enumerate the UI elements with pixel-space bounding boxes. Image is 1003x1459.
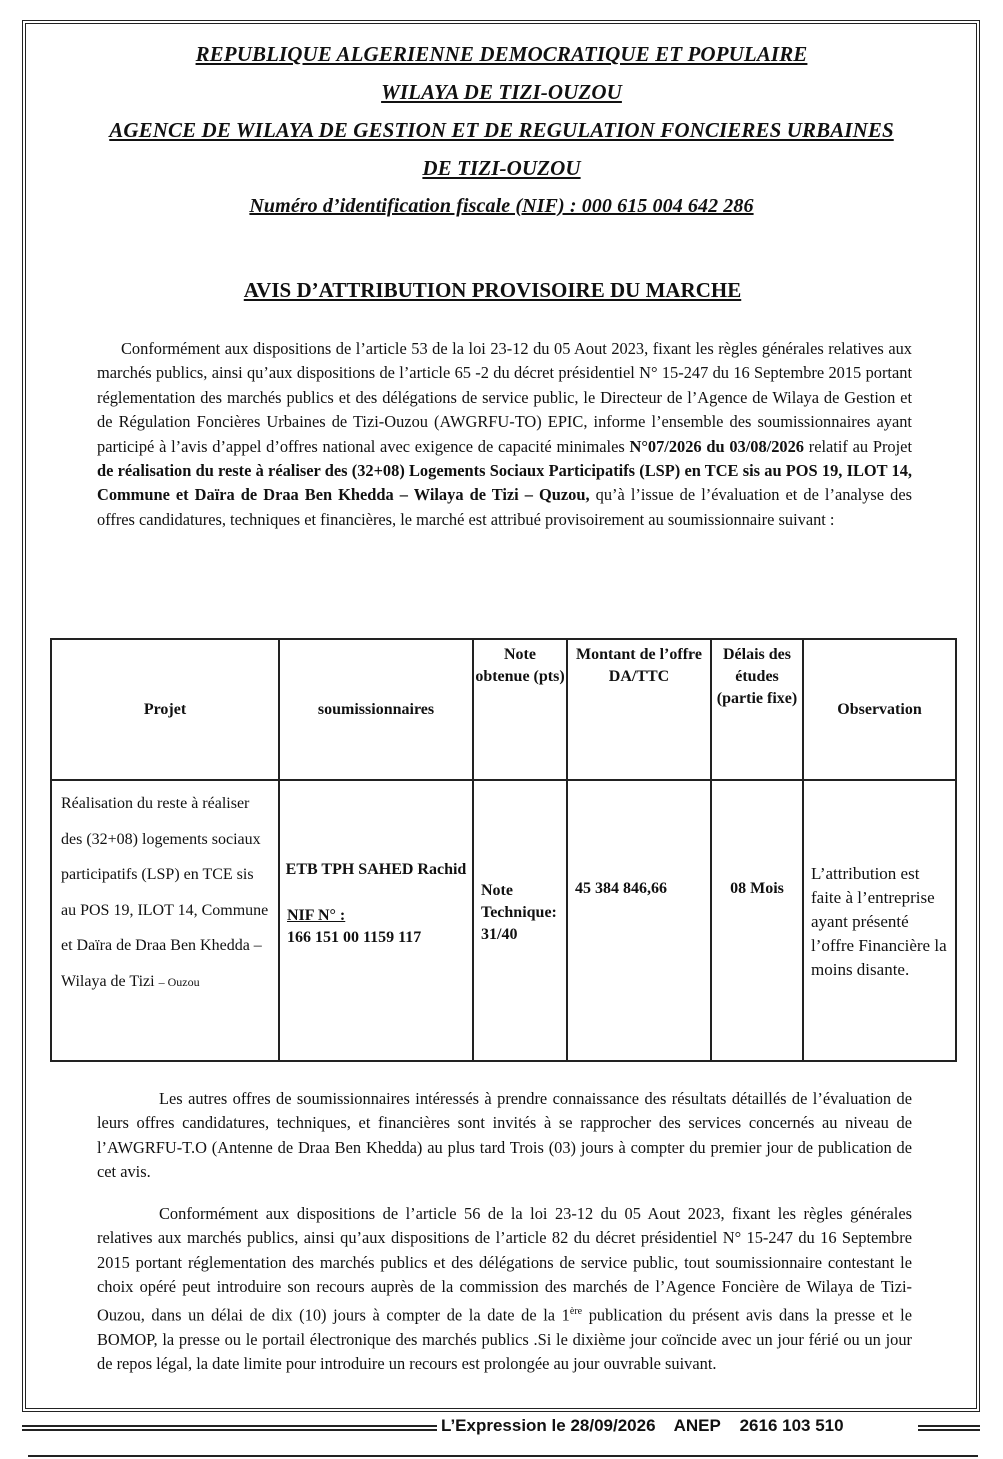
intro-reference: N°07/2026 du 03/08/2026 <box>629 436 804 456</box>
attribution-table <box>50 638 957 1062</box>
other-offers-paragraph <box>97 1087 912 1185</box>
footer-agency: ANEP <box>673 1416 721 1435</box>
header-montant: Montant de l’offre DA/TTC <box>567 639 711 780</box>
footer-rule-right <box>918 1425 980 1431</box>
table-row <box>51 780 956 1061</box>
header-nif: Numéro d’identification fiscale (NIF) : 000 615 004 642 286 <box>249 195 754 217</box>
header-projet: Projet <box>51 639 279 780</box>
cell-note <box>473 780 567 1061</box>
cell-montant <box>567 780 711 1061</box>
footer-publication: L’Expression le 28/09/2026 <box>441 1416 656 1435</box>
header-note: Note obtenue (pts) <box>473 639 567 780</box>
cell-observation <box>803 780 956 1061</box>
header-observation: Observation <box>803 639 956 780</box>
observation-value: L’attribution est faite à l’entreprise ayant présenté l’offre Financière la moins disante. <box>811 864 947 979</box>
note-value: Note Technique: 31/40 <box>481 882 557 943</box>
appeal-paragraph <box>97 1202 912 1376</box>
projet-text: Réalisation du reste à réaliser des (32+08) logements sociaux participatifs (LSP) en TCE sis au POS 19, ILOT 14, Commune et Daïra de Draa Ben Khedda – Wilaya de Tizi <box>61 795 269 990</box>
intro-paragraph <box>97 337 912 532</box>
header-agency: AGENCE DE WILAYA DE GESTION ET DE REGULATION FONCIERES URBAINES <box>109 118 894 142</box>
footer-number: 2616 103 510 <box>739 1416 844 1435</box>
header-agency-city: DE TIZI-OUZOU <box>422 156 581 180</box>
appeal-text-2: publication du présent avis dans la presse et le BOMOP, la presse ou le portail électronique des marchés publics .Si le dixième jour coïncide avec un jour férié ou un jour de repos légal, la date limite pour introduire un recours est prolongée au jour ouvrable suivant. <box>97 1305 912 1373</box>
montant-value: 45 384 846,66 <box>575 880 667 897</box>
notice-title: AVIS D’ATTRIBUTION PROVISOIRE DU MARCHE <box>243 278 742 302</box>
header-wilaya: WILAYA DE TIZI-OUZOU <box>381 80 622 104</box>
header-republic: REPUBLIQUE ALGERIENNE DEMOCRATIQUE ET POPULAIRE <box>195 42 808 66</box>
footer-rule-left <box>22 1425 437 1431</box>
appeal-text-1: Conformément aux dispositions de l’article 56 de la loi 23-12 du 05 Aout 2023, fixant les règles générales relatives aux marchés publics, ainsi qu’aux dispositions de l’article 82 du décret présidentiel N° 15-247 du 16 Septembre 2015 portant réglementation des marchés publics et des délégations de service public, tout soumissionnaire contestant le choix opéré peut introduire son recours auprès de la commission des marchés de l’Agence Foncière de Wilaya de Tizi-Ouzou, dans un délai de dix (10) jours à compter de la date de la 1 <box>97 1204 912 1325</box>
intro-text-3: qu’à l’issue de l’évaluation et de l’analyse des offres candidatures, techniques et financières, le marché est attribué provisoirement au soumissionnaire suivant : <box>97 485 912 529</box>
header-delais: Délais des études (partie fixe) <box>711 639 803 780</box>
projet-suffix: – Ouzou <box>158 974 200 989</box>
intro-project: de réalisation du reste à réaliser des (32+08) Logements Sociaux Participatifs (LSP) en TCE sis au POS 19, ILOT 14, Commune et Daïra de Draa Ben Khedda – Wilaya de Tizi – Quzou, <box>97 461 912 505</box>
header-soumissionnaires: soumissionnaires <box>279 639 473 780</box>
header <box>0 35 1003 225</box>
cell-soumissionnaire <box>279 780 473 1061</box>
soumissionnaire-nif-label: NIF N° : <box>287 907 346 924</box>
delais-value: 08 Mois <box>730 880 784 897</box>
cell-projet <box>51 780 279 1061</box>
bottom-rule <box>28 1455 978 1457</box>
intro-text-1: Conformément aux dispositions de l’article 53 de la loi 23-12 du 05 Aout 2023, fixant les règles générales relatives aux marchés publics, ainsi qu’aux dispositions de l’article 65 -2 du décret présidentiel N° 15-247 du 16 Septembre 2015 portant réglementation des marchés publics et des délégations de service public, le Directeur de l’Agence de Wilaya de Gestion et de Régulation Foncières Urbaines de Tizi-Ouzou (AWGRFU-TO) EPIC, informe l’ensemble des soumissionnaires ayant participé à l’avis d’appel d’offres national avec exigence de capacité minimales <box>97 339 912 456</box>
soumissionnaire-name: ETB TPH SAHED Rachid <box>285 861 467 878</box>
cell-delais <box>711 780 803 1061</box>
appeal-sup: ère <box>569 1305 583 1317</box>
soumissionnaire-nif-value: 166 151 00 1159 117 <box>287 929 422 946</box>
other-offers-text: Les autres offres de soumissionnaires intéressés à prendre connaissance des résultats détaillés de l’évaluation de leurs offres candidatures, techniques, et financières sont invités à se rapprocher des services concernés au niveau de l’AWGRFU-T.O (Antenne de Draa Ben Khedda) au plus tard Trois (03) jours à compter du premier jour de publication de cet avis. <box>97 1089 912 1182</box>
publication-footer <box>441 1416 858 1436</box>
intro-text-2: relatif au Projet <box>804 436 912 456</box>
table-header-row <box>51 639 956 780</box>
